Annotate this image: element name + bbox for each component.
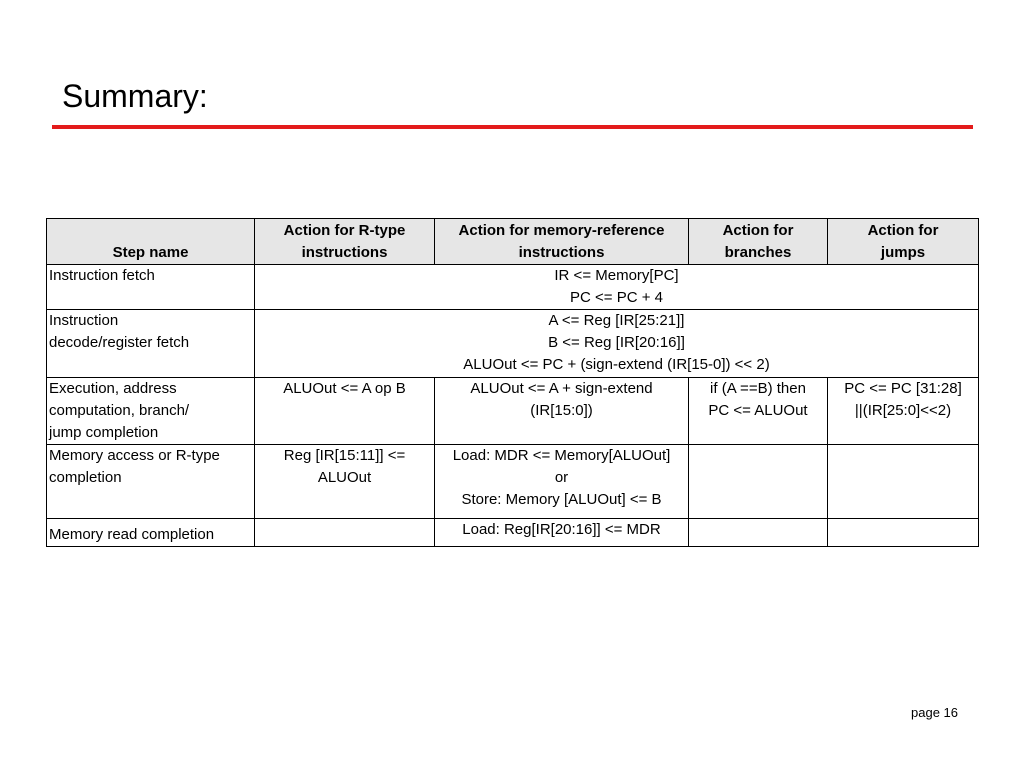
header-rtype: Action for R-type instructions [255,219,435,265]
memref-action-cell: Load: Reg[IR[20:16]] <= MDR [435,519,689,547]
jump-action-cell [828,445,979,519]
header-jumps: Action for jumps [828,219,979,265]
memref-action-cell: ALUOut <= A + sign-extend (IR[15:0]) [435,378,689,445]
memref-action-cell: Load: MDR <= Memory[ALUOut] or Store: Memory [ALUOut] <= B [435,445,689,519]
rtype-action-cell [255,519,435,547]
branch-action-cell [689,445,828,519]
jump-action-cell: PC <= PC [31:28] ||(IR[25:0]<<2) [828,378,979,445]
step-name-cell: Memory access or R-type completion [47,445,255,519]
branch-action-cell: if (A ==B) then PC <= ALUOut [689,378,828,445]
row-execution [47,378,979,445]
jump-action-cell [828,519,979,547]
slide-title: Summary: [62,78,208,114]
page-number: page 16 [911,705,958,720]
title-underline [52,125,973,129]
row-instruction-fetch [47,265,979,310]
row-decode-register-fetch [47,310,979,378]
branch-action-cell [689,519,828,547]
header-memory-reference: Action for memory-reference instructions [435,219,689,265]
step-name-cell: Instruction decode/register fetch [47,310,255,378]
step-name-cell: Instruction fetch [47,265,255,310]
summary-table [46,218,979,547]
header-branches: Action for branches [689,219,828,265]
header-row [47,219,979,265]
step-name-cell: Execution, address computation, branch/ jump completion [47,378,255,445]
header-step-name: Step name [47,219,255,265]
step-name-cell: Memory read completion [47,519,255,547]
rtype-action-cell: Reg [IR[15:11]] <= ALUOut [255,445,435,519]
shared-action-cell: IR <= Memory[PC] PC <= PC + 4 [255,265,979,310]
rtype-action-cell: ALUOut <= A op B [255,378,435,445]
row-memory-read-completion [47,519,979,547]
row-memory-access [47,445,979,519]
shared-action-cell: A <= Reg [IR[25:21]] B <= Reg [IR[20:16]] ALUOut <= PC + (sign-extend (IR[15-0]) << 2) [255,310,979,378]
